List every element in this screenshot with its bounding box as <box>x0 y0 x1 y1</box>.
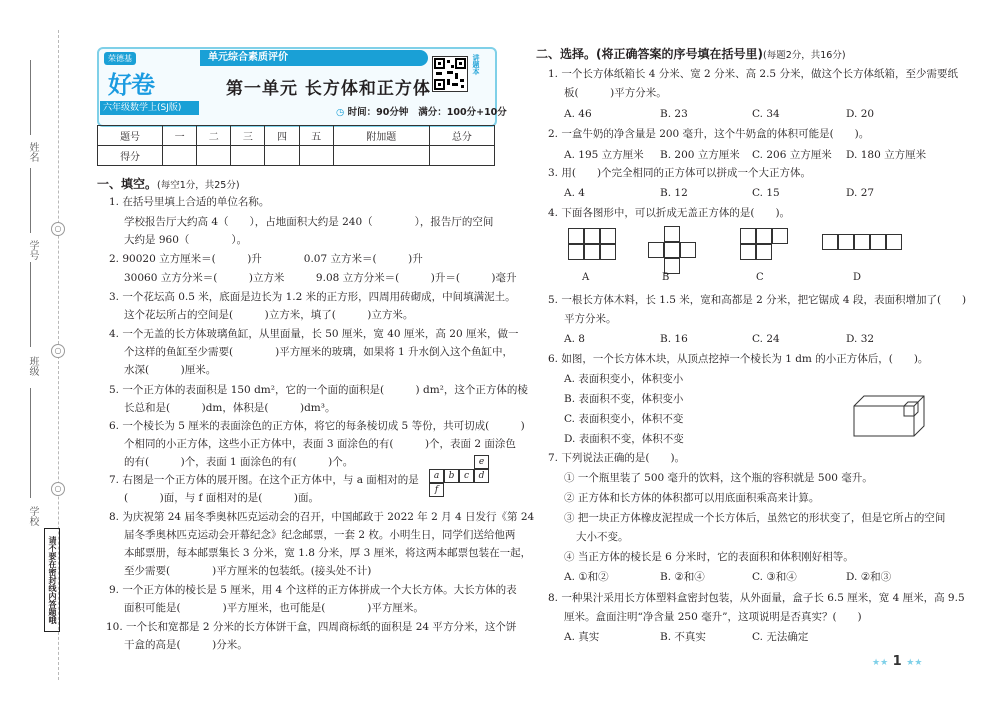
section-note: (每空1分，共25分) <box>157 180 240 191</box>
question-line: 1. 一个长方体纸箱长 4 分米、宽 2 分米、高 2.5 分米，做这个长方体纸箱，至少需要纸 <box>548 68 958 80</box>
clock-icon: ◷ <box>336 107 345 118</box>
score-value-row <box>98 146 495 166</box>
net-option-a-figure <box>568 228 618 262</box>
statement-item: ② 正方体和长方体的体积都可以用底面积乘高来计算。 <box>564 492 820 504</box>
binding-hole: ○ <box>51 482 65 496</box>
table-cell: 四 <box>265 126 299 146</box>
class-label: 班级 <box>27 356 38 376</box>
option-b[interactable]: B. 23 <box>660 108 688 120</box>
net-option-b-figure <box>648 226 698 274</box>
statement-item: 大小不变。 <box>576 531 629 543</box>
score-input-cell[interactable] <box>163 146 197 166</box>
net-face: e <box>474 455 489 469</box>
option-d[interactable]: D. 32 <box>846 333 875 345</box>
question-line: 这个花坛所占的空间是( )立方米，填了( )立方米。 <box>124 309 414 321</box>
qr-code-icon[interactable] <box>432 56 468 92</box>
question-line: 5. 一个正方体的表面积是 150 dm²，它的一个面的面积是( ) dm²，这个正方体的棱 <box>109 384 528 396</box>
option-c[interactable]: C. 24 <box>752 333 780 345</box>
brand-logo: 好卷 <box>108 71 154 99</box>
question-line: 30060 立方分米＝( )立方米 9.08 立方分米＝( )升＝( )毫升 <box>124 272 517 284</box>
option-a[interactable]: A. 195 立方厘米 <box>564 149 644 161</box>
option-c[interactable]: C. 206 立方厘米 <box>752 149 832 161</box>
question-line: 个这样的鱼缸至少需要( )平方厘米的玻璃，如果将 1 升水倒入这个鱼缸中， <box>124 346 514 358</box>
school-line <box>30 388 31 498</box>
table-cell: 附加题 <box>333 126 429 146</box>
unit-bar: 单元综合素质评价 <box>200 50 428 66</box>
section-2-heading <box>536 45 846 62</box>
net-face: f <box>429 483 444 497</box>
net-face: a <box>429 469 444 483</box>
section-title: 一、填空。 <box>97 177 158 191</box>
option-b[interactable]: B. 不真实 <box>660 631 706 643</box>
net-option-c-figure <box>740 228 790 262</box>
cuboid-figure <box>850 390 930 440</box>
option-b[interactable]: B. 16 <box>660 333 688 345</box>
table-cell: 五 <box>299 126 333 146</box>
question-line: 10. 一个长和宽都是 2 分米的长方体饼干盒，四周商标纸的面积是 24 平方分米，这个饼 <box>106 621 517 633</box>
table-cell: 一 <box>163 126 197 146</box>
table-cell: 得分 <box>98 146 163 166</box>
option-a[interactable]: A. 46 <box>564 108 592 120</box>
question-line: 3. 用( )个完全相同的正方体可以拼成一个大正方体。 <box>548 167 812 179</box>
option-a[interactable]: A. 8 <box>564 333 585 345</box>
option-a[interactable]: A. ①和② <box>564 571 609 583</box>
star-icon: ★★ <box>872 658 889 668</box>
option-a[interactable]: A. 4 <box>564 187 585 199</box>
class-line <box>30 262 31 347</box>
question-line: 板( )平方分米。 <box>564 87 667 99</box>
question-line: 8. 一种果汁采用长方体塑料盒密封包装，从外面量，盒子长 6.5 厘米，宽 4 厘米，高 9.5 <box>548 592 965 604</box>
id-line <box>30 168 31 233</box>
option-c[interactable]: C. ③和④ <box>752 571 797 583</box>
question-line: 干盒的高是( )分米。 <box>124 639 248 651</box>
question-line: 9. 一个正方体的棱长是 5 厘米，用 4 个这样的正方体拼成一个大长方体。大长方体的表 <box>109 584 517 596</box>
question-line: 6. 如图，一个长方体木块，从顶点挖掉一个棱长为 1 dm 的小正方体后，( )。 <box>548 353 929 365</box>
option-b[interactable]: B. 200 立方厘米 <box>660 149 740 161</box>
question-line: 至少需要( )平方厘米的包装纸。(接头处不计) <box>124 565 372 577</box>
score-input-cell[interactable] <box>333 146 429 166</box>
option-d[interactable]: D. ②和③ <box>846 571 892 583</box>
question-line: 4. 一个无盖的长方体玻璃鱼缸，从里面量，长 50 厘米，宽 40 厘米，高 20 厘米，做一 <box>109 328 519 340</box>
question-line: 4. 下面各图形中，可以折成无盖正方体的是( )。 <box>548 207 791 219</box>
name-line <box>30 60 31 135</box>
seal-warning: 请不要在密封线内答题哦 <box>44 528 60 632</box>
score-header-row <box>98 126 495 146</box>
net-face: c <box>459 469 474 483</box>
option-c[interactable]: C. 34 <box>752 108 780 120</box>
question-line: 届冬季奥林匹克运动会开幕纪念》纪念邮票，一套 2 枚。小明生日，同学们送给他两 <box>124 529 516 541</box>
table-cell: 二 <box>197 126 231 146</box>
score-table <box>97 125 495 166</box>
option-d[interactable]: D. 180 立方厘米 <box>846 149 927 161</box>
option-d[interactable]: D. 20 <box>846 108 875 120</box>
table-cell: 题号 <box>98 126 163 146</box>
table-cell: 总分 <box>429 126 494 146</box>
question-line: 2. 90020 立方厘米＝( )升 0.07 立方米＝( )升 <box>109 253 423 265</box>
net-option-d-figure <box>822 234 894 250</box>
page-number-value: 1 <box>892 654 902 669</box>
section-title: 二、选择。(将正确答案的序号填在括号里) <box>536 47 763 61</box>
time-label: 时间：90分钟 <box>347 107 409 118</box>
question-line: 个相同的小正方体，这些小正方体中，表面 3 面涂色的有( )个，表面 2 面涂色 <box>124 438 516 450</box>
question-line: 学校报告厅大约高 4（ ），占地面积大约是 240（ ），报告厅的空间 <box>124 216 494 228</box>
question-line: 8. 为庆祝第 24 届冬季奥林匹克运动会的召开，中国邮政于 2022 年 2 月 4 日发行《第 24 <box>109 511 535 523</box>
option-a[interactable]: A. 表面积变小，体积变小 <box>564 373 684 385</box>
binding-hole: ○ <box>51 222 65 236</box>
net-face: d <box>474 469 489 483</box>
table-cell: 三 <box>231 126 265 146</box>
figure-label-a[interactable]: A <box>582 272 590 283</box>
section-1-heading <box>97 175 240 192</box>
question-line: 5. 一根长方体木料，长 1.5 米，宽和高都是 2 分米，把它锯成 4 段，表面积增加了( ) <box>548 294 967 306</box>
question-line: 长总和是( )dm，体积是( )dm³。 <box>124 402 336 414</box>
score-input-cell[interactable] <box>265 146 299 166</box>
full-score-label: 满分：100分+10分 <box>418 107 507 118</box>
option-c[interactable]: C. 15 <box>752 187 780 199</box>
page-title: 第一单元 长方体和正方体 <box>226 79 431 99</box>
question-line: 水深( )厘米。 <box>124 364 217 376</box>
section-note: (每题2分，共16分) <box>762 50 846 61</box>
question-line: 6. 一个棱长为 5 厘米的表面涂色的正方体，将它的每条棱切成 5 等份，共可切成( ) <box>109 420 525 432</box>
qr-label: 讲题本 <box>472 54 480 75</box>
score-input-cell[interactable] <box>429 146 494 166</box>
binding-hole: ○ <box>51 344 65 358</box>
question-line: 3. 一个花坛高 0.5 米，底面是边长为 1.2 米的正方形，四周用砖砌成，中间填满泥土。 <box>109 291 516 303</box>
question-line: 1. 在括号里填上合适的单位名称。 <box>109 196 270 208</box>
question-line: ( )面，与 f 面相对的是( )面。 <box>124 492 319 504</box>
publisher-label: 荣德基 <box>104 52 136 65</box>
school-label: 学校 <box>27 506 38 526</box>
question-line: 本邮票册，每本邮票集长 3 分米，宽 1.8 分米，厚 3 厘米，将这两本邮票包装在一起， <box>124 547 532 559</box>
question-line: 平方分米。 <box>564 313 617 325</box>
question-line: 大约是 960（ ）。 <box>124 234 248 246</box>
page-number <box>872 654 922 669</box>
option-b[interactable]: B. 12 <box>660 187 688 199</box>
figure-label-d[interactable]: D <box>853 272 862 283</box>
score-input-cell[interactable] <box>197 146 231 166</box>
id-label: 学号 <box>27 240 38 260</box>
question-line: 7. 下列说法正确的是( )。 <box>548 452 686 464</box>
option-b[interactable]: B. 表面积不变，体积变小 <box>564 393 684 405</box>
net-face: b <box>444 469 459 483</box>
option-b[interactable]: B. ②和④ <box>660 571 705 583</box>
score-input-cell[interactable] <box>231 146 265 166</box>
statement-item: ④ 当正方体的棱长是 6 分米时，它的表面积和体积刚好相等。 <box>564 551 854 563</box>
option-d[interactable]: D. 表面积不变，体积不变 <box>564 433 684 445</box>
question-line: 面积可能是( )平方厘米，也可能是( )平方厘米。 <box>124 602 424 614</box>
question-line: 2. 一盒牛奶的净含量是 200 毫升，这个牛奶盒的体积可能是( )。 <box>548 128 870 140</box>
statement-item: ③ 把一块正方体橡皮泥捏成一个长方体后，虽然它的形状变了，但是它所占的空间 <box>564 512 946 524</box>
figure-label-b[interactable]: B <box>662 272 670 283</box>
statement-item: ① 一个瓶里装了 500 毫升的饮料，这个瓶的容积就是 500 毫升。 <box>564 472 873 484</box>
question-line: 7. 右图是一个正方体的展开图。在这个正方体中，与 a 面相对的是 <box>109 474 419 486</box>
option-c[interactable]: C. 表面积变小，体积不变 <box>564 413 684 425</box>
option-d[interactable]: D. 27 <box>846 187 875 199</box>
option-c[interactable]: C. 无法确定 <box>752 631 809 643</box>
score-input-cell[interactable] <box>299 146 333 166</box>
star-icon: ★★ <box>906 658 923 668</box>
grade-label: 六年级数学上(SJ版) <box>100 101 199 115</box>
figure-label-c[interactable]: C <box>756 272 764 283</box>
option-a[interactable]: A. 真实 <box>564 631 600 643</box>
exam-meta <box>336 104 507 118</box>
question-line: 的有( )个，表面 1 面涂色的有( )个。 <box>124 456 354 468</box>
question-line: 厘米。盒面注明“净含量 250 毫升”，这项说明是否真实？( ) <box>564 611 862 623</box>
name-label: 姓名 <box>27 142 38 162</box>
